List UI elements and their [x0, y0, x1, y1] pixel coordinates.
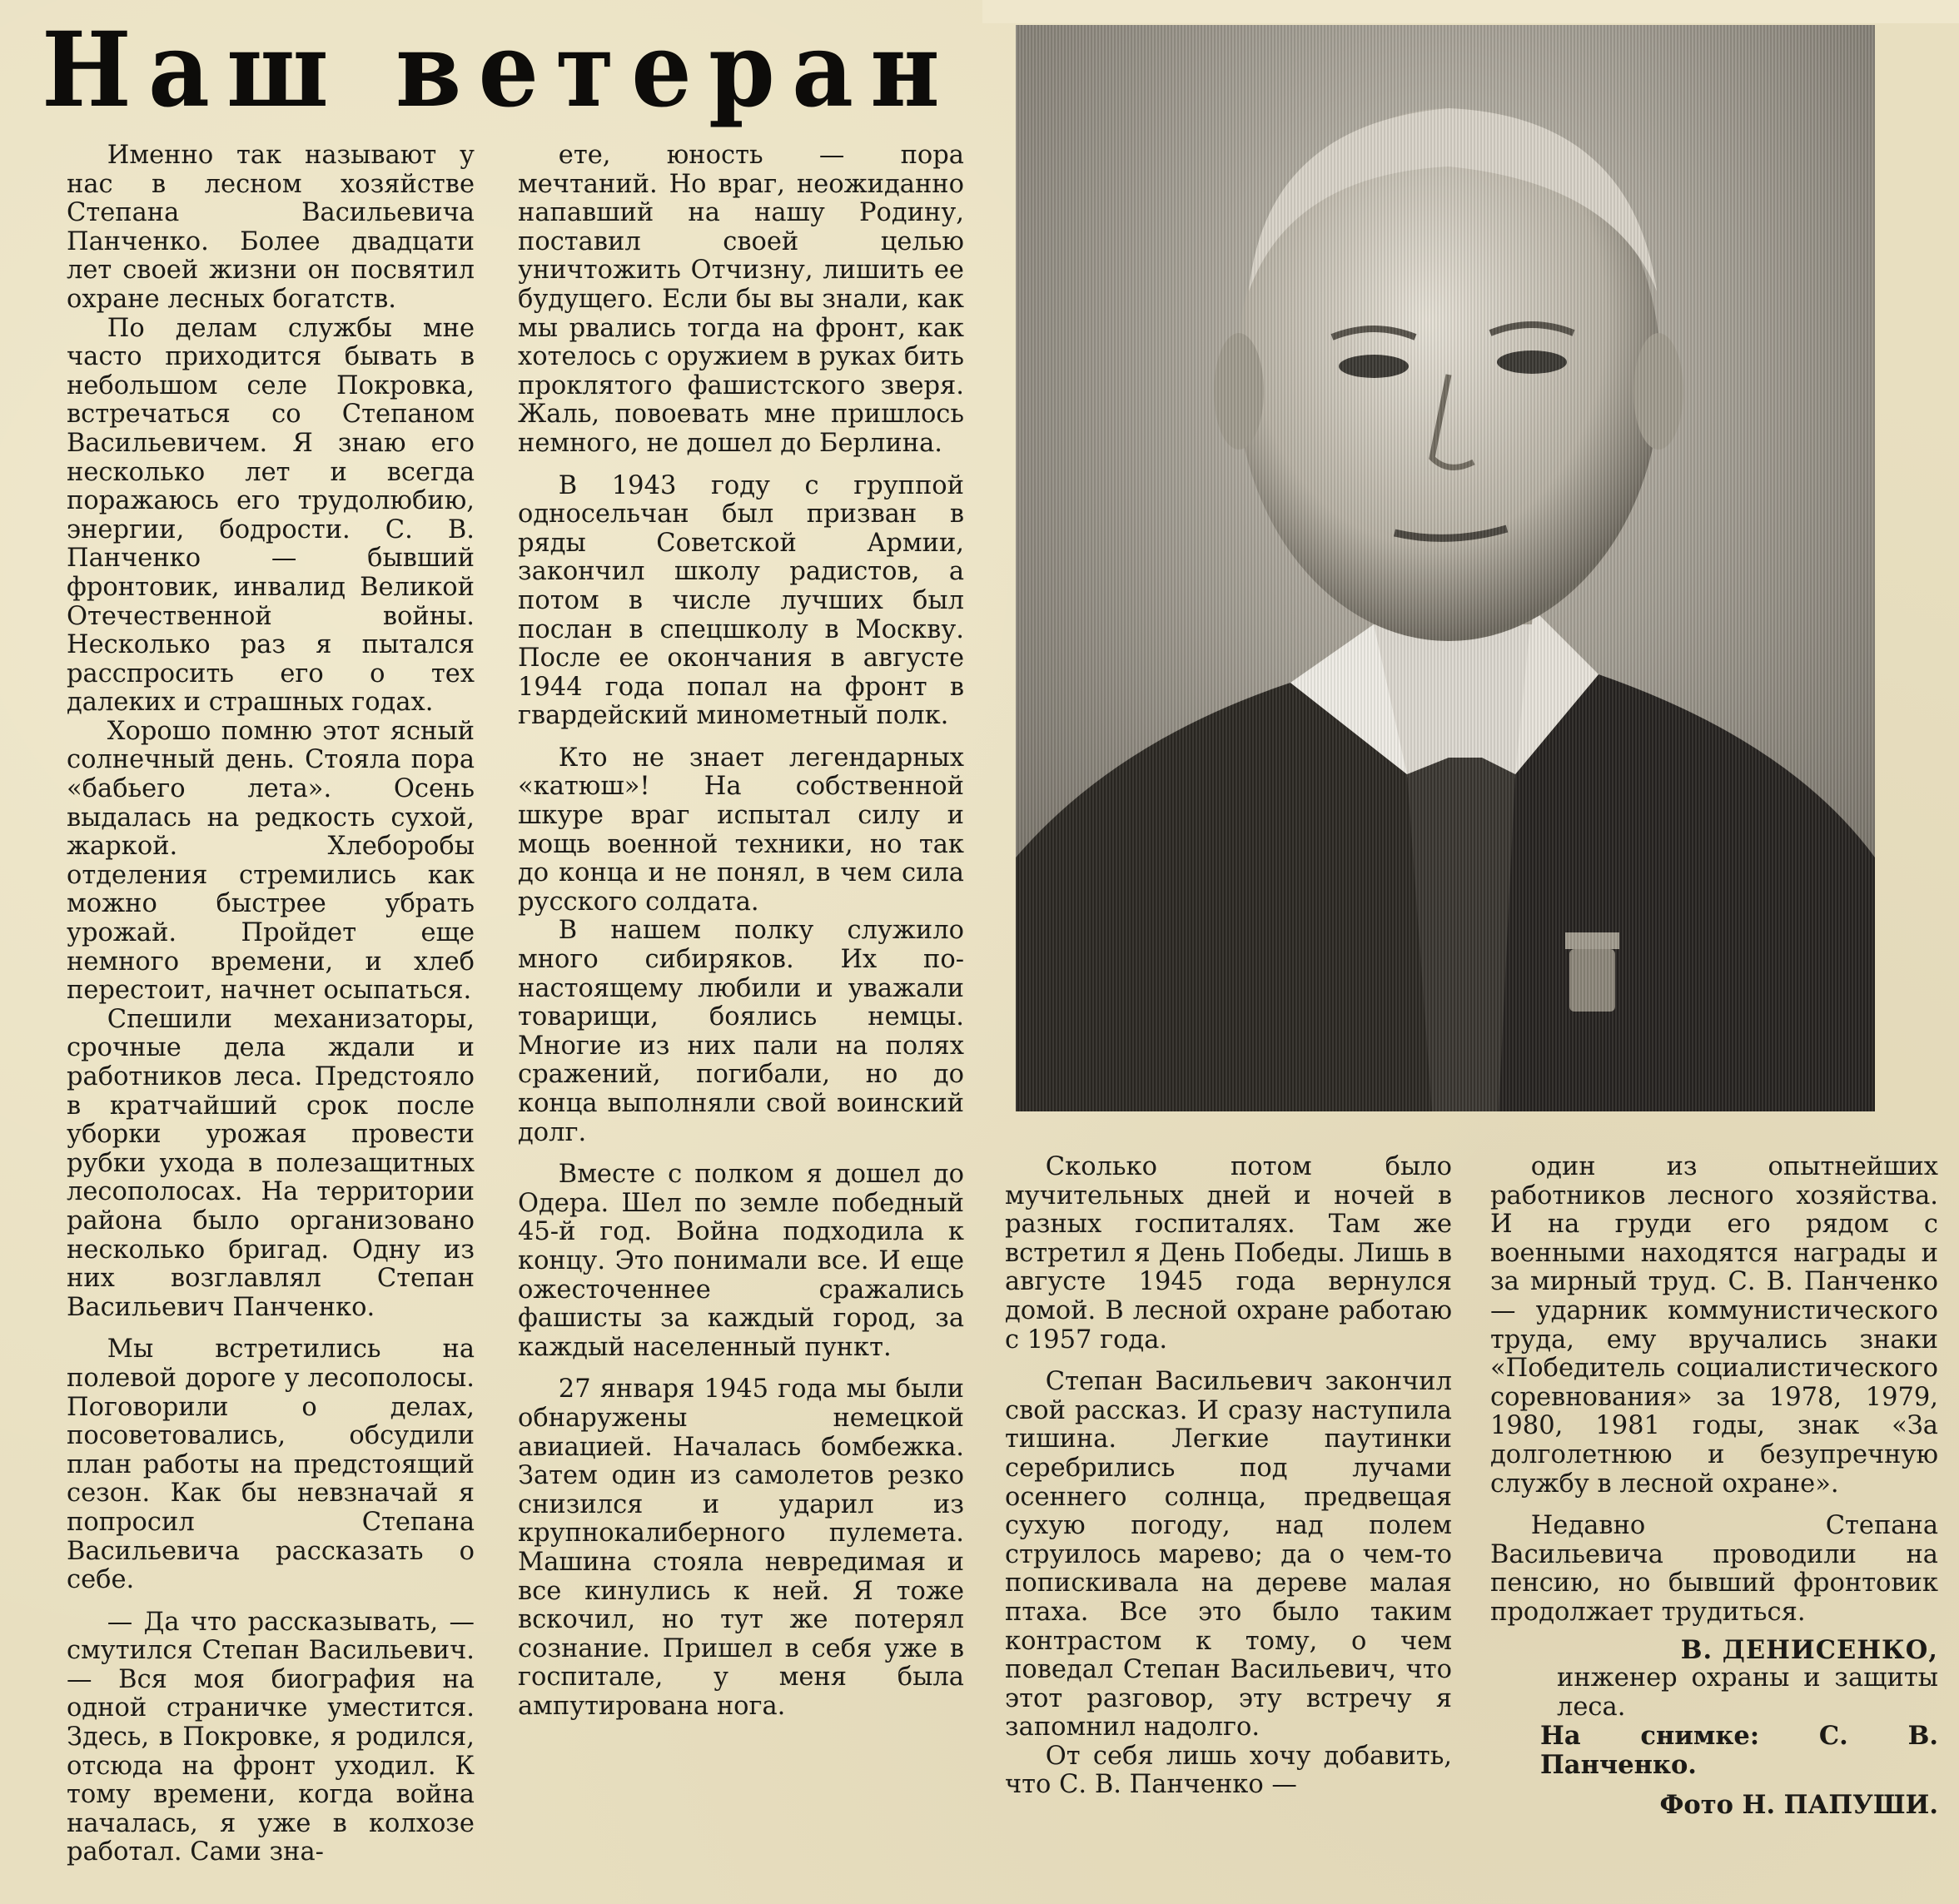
paragraph: Кто не знает легендарных «катюш»! На собственной шкуре враг испытал силу и мощь военной техники, но так до конца и не понял, в чем сила русского солдата.: [518, 743, 964, 917]
signature-block: [1490, 1636, 1938, 1821]
author-name: В. ДЕНИСЕНКО,: [1680, 1634, 1938, 1665]
paragraph: Вместе с полком я дошел до Одера. Шел по земле победный 45-й год. Война подходила к концу. Это понимали все. И еще ожесточеннее сражались фашисты за каждый город, за каждый населенный пункт.: [518, 1160, 964, 1362]
paragraph: Хорошо помню этот ясный солнечный день. Стояла пора «бабьего лета». Осень выдалась на редкость сухой, жаркой. Хлеборобы отделения стремились как можно быстрее убрать урожай. Пройдет еще немного времени, и хлеб перестоит, начнет осыпаться.: [67, 716, 475, 1006]
article-column-1: [67, 142, 475, 1898]
paragraph: — Да что рассказывать, — смутился Степан Васильевич. — Вся моя биография на одной страничке уместится. Здесь, в Покровке, я родился, отсюда на фронт уходил. К тому времени, когда война началась, я уже в колхозе работал. Сами зна-: [67, 1607, 475, 1867]
paragraph: Мы встретились на полевой дороге у лесополосы. Поговорили о делах, посоветовались, обсудили план работы на предстоящий сезон. Как бы невзначай я попросил Степана Васильевича рассказать о себе.: [67, 1335, 475, 1595]
photo-credit: Фото Н. ПАПУШИ.: [1659, 1790, 1938, 1821]
paragraph: Сколько потом было мучительных дней и ночей в разных госпиталях. Там же встретил я День Победы. Лишь в августе 1945 года вернулся домой. В лесной охране работаю с 1957 года.: [1005, 1153, 1452, 1355]
article-column-4: [1490, 1153, 1938, 1894]
photo-caption: [1490, 1722, 1938, 1779]
paragraph: Спешили механизаторы, срочные дела ждали и работников леса. Предстояло в кратчайший срок после уборки урожая провести рубки ухода в полезащитных лесополосах. На территории района было организовано несколько бригад. Одну из них возглавлял Степан Васильевич Панченко.: [67, 1004, 475, 1322]
paragraph: один из опытнейших работников лесного хозяйства. И на груди его рядом с военными находятся награды и за мирный труд. С. В. Панченко — ударник коммунистического труда, ему вручались знаки «Победитель социалистического соревнования» за 1978, 1979, 1980, 1981 годы, знак «За долголетнюю и безупречную службу в лесной охране».: [1490, 1153, 1938, 1499]
paragraph: Степан Васильевич закончил свой рассказ. И сразу наступила тишина. Легкие паутинки серебрились под лучами осеннего солнца, предвещая сухую погоду, над полем струилось марево; да о чем-то попискивала на дереве малая птаха. Все это было таким контрастом к тому, о чем поведал Степан Васильевич, что этот разговор, эту встречу я запомнил надолго.: [1005, 1367, 1452, 1742]
paragraph: По делам службы мне часто приходится бывать в небольшом селе Покровка, встречаться со Степаном Васильевичем. Я знаю его несколько лет и всегда поражаюсь его трудолюбию, энергии, бодрости. С. В. Панченко — бывший фронтовик, инвалид Великой Отечественной войны. Несколько раз я пытался расспросить его о тех далеких и страшных годах.: [67, 313, 475, 718]
paragraph: ете, юность — пора мечтаний. Но враг, неожиданно напавший на нашу Родину, поставил своей целью уничтожить Отчизну, лишить ее будущего. Если бы вы знали, как мы рвались тогда на фронт, как хотелось с оружием в руках бить проклятого фашистского зверя. Жаль, повоевать мне пришлось немного, не дошел до Берлина.: [518, 142, 964, 458]
article-column-3: [1005, 1153, 1452, 1894]
paragraph: От себя лишь хочу добавить, что С. В. Панченко —: [1005, 1741, 1452, 1800]
caption-text: С. В. Панченко.: [1540, 1721, 1938, 1780]
author-role: инженер охраны и защиты леса.: [1557, 1663, 1938, 1722]
paragraph: В 1943 году с группой односельчан был призван в ряды Советской Армии, закончил школу радистов, а потом в числе лучших был послан в спецшколу в Москву. После ее окончания в августе 1944 года попал на фронт в гвардейский минометный полк.: [518, 470, 964, 731]
paragraph: Именно так называют у нас в лесном хозяйстве Степана Васильевича Панченко. Более двадцати лет своей жизни он посвятил охране лесных богатств.: [67, 142, 475, 314]
portrait-photo: [1016, 25, 1875, 1111]
paragraph: Недавно Степана Васильевича проводили на пенсию, но бывший фронтовик продолжает трудиться.: [1490, 1511, 1938, 1627]
paragraph: 27 января 1945 года мы были обнаружены немецкой авиацией. Началась бомбежка. Затем один из самолетов резко снизился и ударил из крупнокалиберного пулемета. Машина стояла невредимая и все кинулись к ней. Я тоже вскочил, но тут же потерял сознание. Пришел в себя уже в госпитале, у меня была ампутирована нога.: [518, 1375, 964, 1721]
article-column-2: [518, 142, 964, 1898]
headline: Наш ветеран: [42, 10, 957, 131]
paragraph: В нашем полку служило много сибиряков. Их по-настоящему любили и уважали товарищи, боялись немцы. Многие из них пали на полях сражений, погибали, но до конца выполняли свой воинский долг.: [518, 916, 964, 1147]
caption-label: На снимке:: [1540, 1721, 1760, 1752]
page-edge: [982, 0, 1959, 23]
portrait-image: [1016, 25, 1875, 1111]
